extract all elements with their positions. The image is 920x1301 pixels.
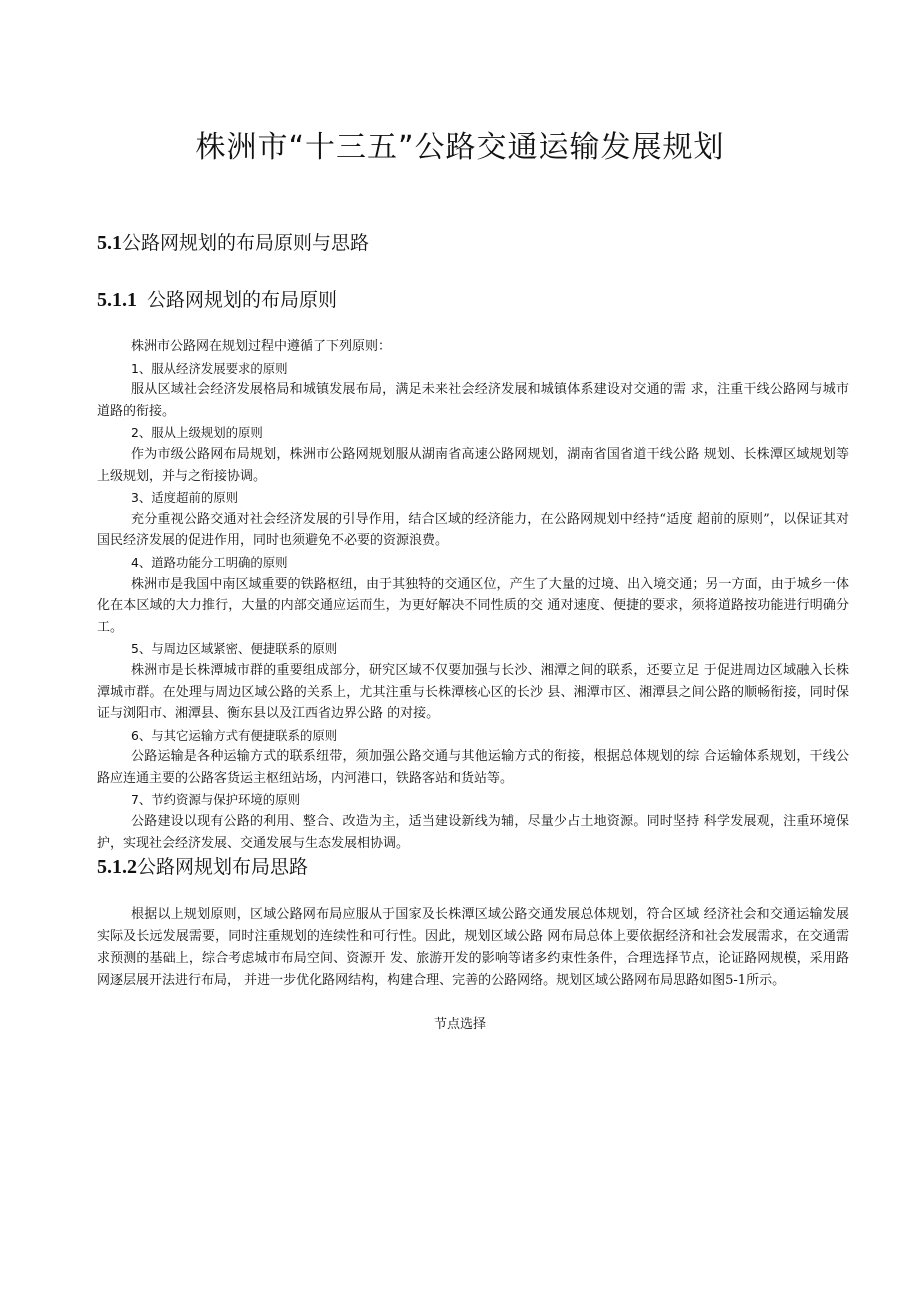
layout-thinking-block	[97, 904, 849, 992]
principle-3-title: 3、适度超前的原则	[131, 490, 239, 506]
principle-5-title: 5、与周边区域紧密、便捷联系的原则	[131, 641, 338, 657]
section-heading-5-1	[97, 228, 369, 255]
principle-1-title: 1、服从经济发展要求的原则	[131, 360, 288, 376]
principle-4-body: 株洲市是我国中南区域重要的铁路枢纽，由于其独特的交通区位，产生了大量的过境、出入境交通；另一方面，由于城乡一体化在本区域的大力推行，大量的内部交通应运而生，为更好解决不同性质的交 通对速度、便捷的要求，须将道路按功能进行明确分工。	[97, 576, 849, 635]
principle-1-body: 服从区域社会经济发展格局和城镇发展布局，满足未来社会经济发展和城镇体系建设对交通的需 求，注重干线公路网与城市道路的衔接。	[97, 382, 849, 419]
principle-6-title: 6、与其它运输方式有便捷联系的原则	[131, 727, 338, 743]
principle-3-body: 充分重视公路交通对社会经济发展的引导作用，结合区域的经济能力，在公路网规划中经持“适度 超前的原则”，以保证其对国民经济发展的促进作用，同时也须避免不必要的资源浪费。	[97, 511, 849, 549]
principle-5-body: 株洲市是长株潭城市群的重要组成部分，研究区域不仅要加强与长沙、湘潭之间的联系，还要立足 于促进周边区域融入长株潭城市群。在处理与周边区域公路的关系上，尤其注重与长株潭核心区的长沙 县、湘潭市区、湘潭县之间公路的顺畅衔接，同时保证与浏阳市、湘潭县、衡东县以及江西省边界公路 的对接。	[97, 662, 849, 722]
principles-block	[97, 336, 849, 854]
section-number: 5.1.2	[97, 856, 137, 878]
section-title: 公路网规划的布局原则与思路	[122, 232, 370, 254]
section-number: 5.1	[97, 232, 122, 254]
principle-6-body: 公路运输是各种运输方式的联系纽带，须加强公路交通与其他运输方式的衔接，根据总体规划的综 合运输体系规划，干线公路应连通主要的公路客货运主枢纽站场，内河港口，铁路客站和货站等。	[97, 749, 849, 786]
principle-4-title: 4、道路功能分工明确的原则	[131, 554, 288, 570]
document-title: 株洲市“十三五”公路交通运输发展规划	[195, 130, 725, 165]
principle-2-title: 2、服从上级规划的原则	[131, 425, 263, 441]
section-title: 公路网规划布局思路	[137, 856, 309, 878]
layout-thinking-body: 根据以上规划原则，区域公路网布局应服从于国家及长株潭区域公路交通发展总体规划，符合区域 经济社会和交通运输发展实际及长远发展需要，同时注重规划的连续性和可行性。因此，规划区域公路 网布局总体上要依据经济和社会发展需求，在交通需求预测的基础上，综合考虑城市布局空间、资源开 发、旅游开发的影响等诸多约束性条件，合理选择节点，论证路网规模，采用路网逐层展开法进行布局， 并进一步优化路网结构，构建合理、完善的公路网络。规划区域公路网布局思路如图5-1所示。	[97, 907, 849, 988]
section-heading-5-1-2	[97, 852, 308, 879]
principle-7-body: 公路建设以现有公路的利用、整合、改造为主，适当建设新线为辅，尽量少占土地资源。同时坚持 科学发展观，注重环境保护，实现社会经济发展、交通发展与生态发展相协调。	[97, 814, 849, 851]
section-title: 公路网规划的布局原则	[147, 289, 338, 311]
principle-7-title: 7、节约资源与保护环境的原则	[131, 792, 300, 808]
principle-2-body: 作为市级公路网布局规划，株洲市公路网规划服从湖南省高速公路网规划，湖南省国省道干线公路 规划、长株潭区域规划等上级规划，并与之衔接协调。	[97, 446, 849, 484]
figure-caption: 节点选择	[433, 1017, 486, 1032]
section-number: 5.1.1	[97, 289, 137, 311]
section-heading-5-1-1	[97, 285, 337, 312]
principles-intro: 株洲市公路网在规划过程中遵循了下列原则：	[131, 339, 392, 354]
